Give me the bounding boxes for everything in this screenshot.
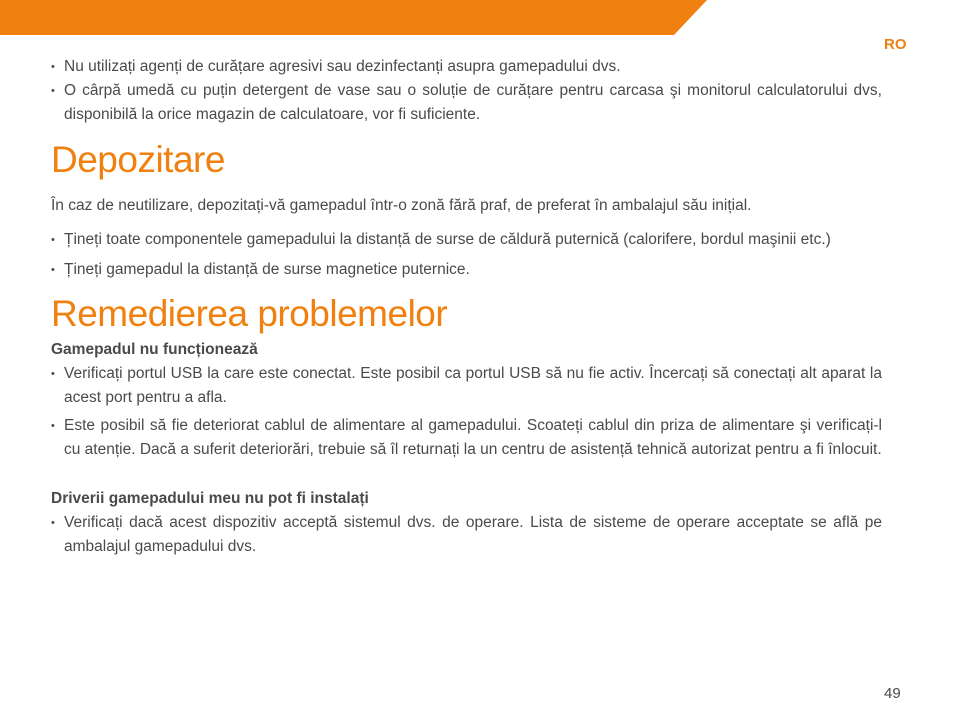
subheading-drivers: Driverii gamepadului meu nu pot fi instalați [51,490,369,507]
storage-paragraph: În caz de neutilizare, depozitați-vă gamepadul într-o zonă fără praf, de preferat în ambalajul său inițial. [51,197,752,214]
list-item: • Verificați dacă acest dispozitiv acceptă sistemul dvs. de operare. Lista de sisteme de operare acceptate se află pe ambalajul gamepadului dvs. [51,511,882,559]
gamepad-not-working-list [51,362,882,462]
language-label: RO [884,36,907,53]
page-content [51,55,882,559]
list-item: • Verificați portul USB la care este conectat. Este posibil ca portul USB să nu fie activ. Încercați să conectați alt aparat la acest port pentru a afla. [51,362,882,410]
storage-list [51,228,882,282]
page-number: 49 [884,685,901,702]
list-item: • Țineți gamepadul la distanță de surse magnetice puternice. [51,258,882,282]
section-title-storage: Depozitare [51,139,225,180]
list-item: • Nu utilizați agenți de curățare agresivi sau dezinfectanți asupra gamepadului dvs. [51,55,882,79]
section-title-troubleshooting: Remedierea problemelor [51,293,448,334]
drivers-list [51,511,882,559]
subheading-gamepad-not-working: Gamepadul nu funcționează [51,341,258,358]
list-item: • Este posibil să fie deteriorat cablul de alimentare al gamepadului. Scoateți cablul din priza de alimentare şi verificați-l cu atenție. Dacă a suferit deteriorări, trebuie să îl returnați la un centru de asistență tehnică autorizat pentru a fi înlocuit. [51,414,882,462]
list-item: • Țineți toate componentele gamepadului la distanță de surse de căldură puternică (calorifere, bordul maşinii etc.) [51,228,882,252]
cleaning-list [51,55,882,127]
list-item: • O cârpă umedă cu puțin detergent de vase sau o soluție de curățare pentru carcasa şi monitorul calculatorului dvs, disponibilă la orice magazin de calculatoare, vor fi suficiente. [51,79,882,127]
header-banner [0,0,954,40]
